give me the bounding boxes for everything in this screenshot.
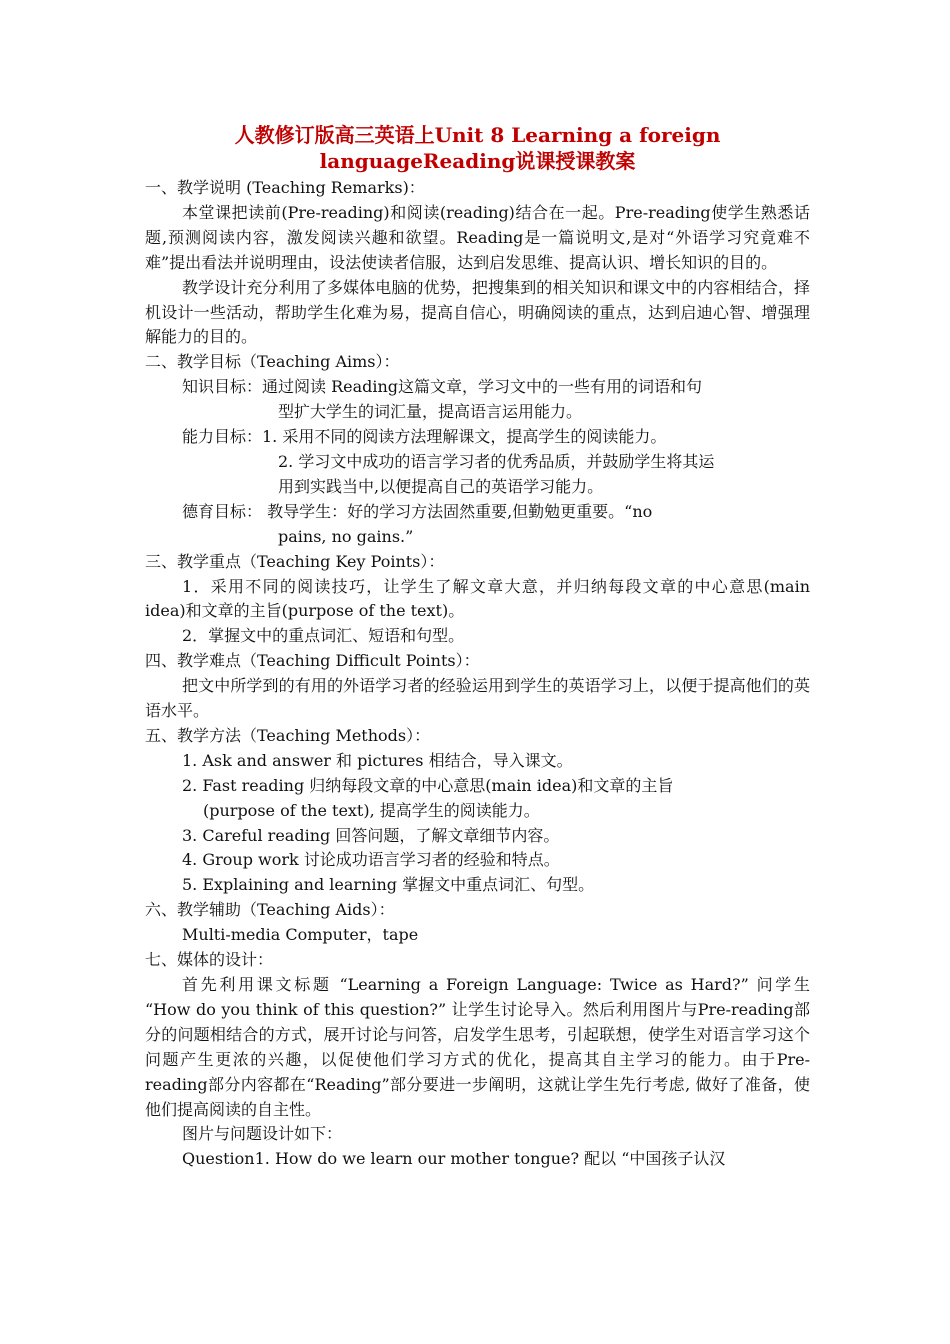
section-2-heading: 二、教学目标（Teaching Aims）： bbox=[145, 352, 400, 372]
document-title bbox=[145, 122, 810, 174]
key-point-2: 2．掌握文中的重点词汇、短语和句型。 bbox=[182, 626, 465, 646]
document-page bbox=[145, 122, 810, 1172]
method-2-line-1: 2. Fast reading 归纳每段文章的中心意思(main idea)和文章的主旨 bbox=[182, 775, 674, 795]
question-1: Question1. How do we learn our mother tongue? 配以 “中国孩子认汉 bbox=[182, 1149, 726, 1169]
knowledge-aim-line-2: 型扩大学生的词汇量，提高语言运用能力。 bbox=[278, 402, 583, 422]
section-1-paragraph-1: 本堂课把读前(Pre-reading)和阅读(reading)结合在一起。Pre-reading使学生熟悉话题,预测阅读内容，激发阅读兴趣和欲望。Reading是一篇说明文,是对“外语学习究竟难不难”提出看法并说明理由，设法使读者信服，达到启发思维、提高认识、增长知识的目的。 bbox=[145, 202, 810, 272]
teaching-aids: Multi-media Computer，tape bbox=[182, 925, 419, 945]
moral-aim-line-1: 德育目标： 教导学生：好的学习方法固然重要,但勤勉更重要。“no bbox=[182, 501, 653, 521]
title-line-2: languageReading说课授课教案 bbox=[319, 149, 636, 173]
section-6-heading: 六、教学辅助（Teaching Aids）： bbox=[145, 900, 395, 920]
section-1-heading: 一、教学说明 (Teaching Remarks)： bbox=[145, 178, 425, 197]
title-line-1: 人教修订版高三英语上Unit 8 Learning a foreign bbox=[234, 123, 721, 147]
section-4-heading: 四、教学难点（Teaching Difficult Points）： bbox=[145, 651, 480, 671]
knowledge-aim-line-1: 知识目标：通过阅读 Reading这篇文章，学习文中的一些有用的词语和句 bbox=[182, 377, 703, 397]
method-3: 3. Careful reading 回答问题，了解文章细节内容。 bbox=[182, 825, 560, 845]
section-7-heading: 七、媒体的设计： bbox=[145, 950, 274, 970]
method-2-line-2: (purpose of the text), 提高学生的阅读能力。 bbox=[203, 800, 540, 820]
ability-aim-line-2: 2. 学习文中成功的语言学习者的优秀品质，并鼓励学生将其运 bbox=[278, 451, 715, 471]
difficult-point-paragraph: 把文中所学到的有用的外语学习者的经验运用到学生的英语学习上，以便于提高他们的英语水平。 bbox=[145, 676, 810, 721]
moral-aim-line-2: pains, no gains.” bbox=[278, 526, 414, 546]
media-design-paragraph: 首先利用课文标题 “Learning a Foreign Language: Twice as Hard?” 问学生 “How do you think of this question?” 让学生讨论导入。然后利用图片与Pre-reading部分的问题相结合的方式，展开讨论与问答，启发学生思考，引起联想，使学生对语言学习这个问题产生更浓的兴趣，以促使他们学习方式的优化，提高其自主学习的能力。由于Pre-reading部分内容都在“Reading”部分要进一步阐明，这就让学生先行考虑, 做好了准备，使他们提高阅读的自主性。 bbox=[145, 975, 810, 1119]
ability-aim-line-1: 能力目标：1. 采用不同的阅读方法理解课文，提高学生的阅读能力。 bbox=[182, 427, 667, 447]
section-3-heading: 三、教学重点（Teaching Key Points）： bbox=[145, 551, 445, 571]
media-design-intro: 图片与问题设计如下： bbox=[182, 1124, 343, 1144]
key-point-1: 1．采用不同的阅读技巧，让学生了解文章大意，并归纳每段文章的中心意思(main idea)和文章的主旨(purpose of the text)。 bbox=[145, 576, 810, 621]
method-5: 5. Explaining and learning 掌握文中重点词汇、句型。 bbox=[182, 875, 595, 895]
section-1-paragraph-2: 教学设计充分利用了多媒体电脑的优势，把搜集到的相关知识和课文中的内容相结合，择机设计一些活动，帮助学生化难为易，提高自信心，明确阅读的重点，达到启迪心智、增强理解能力的目的。 bbox=[145, 277, 810, 347]
method-4: 4. Group work 讨论成功语言学习者的经验和特点。 bbox=[182, 850, 560, 870]
method-1: 1. Ask and answer 和 pictures 相结合，导入课文。 bbox=[182, 750, 573, 770]
ability-aim-line-3: 用到实践当中,以便提高自己的英语学习能力。 bbox=[278, 476, 604, 496]
section-5-heading: 五、教学方法（Teaching Methods）： bbox=[145, 725, 431, 745]
